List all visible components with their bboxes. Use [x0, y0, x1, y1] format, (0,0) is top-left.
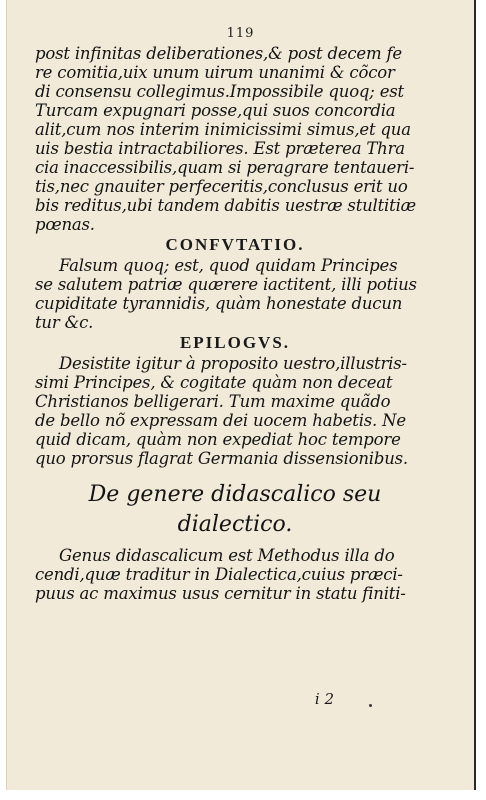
- text-line: Turcam expugnari posse,qui suos concordia: [35, 101, 396, 120]
- text-line: puus ac maximus usus cernitur in statu finiti-: [35, 584, 406, 603]
- text-line: tur &c.: [35, 313, 94, 332]
- text-line: se salutem patriæ quærere iactitent, illi potius: [35, 275, 417, 294]
- heading-epilogus: EPILOGVS.: [179, 333, 291, 352]
- text-line: cendi,quæ traditur in Dialectica,cuius præci-: [35, 565, 403, 584]
- text-line: Genus didascalicum est Methodus illa do: [59, 546, 395, 565]
- text-line: Desistite igitur à proposito uestro,illustris-: [59, 354, 407, 373]
- text-line: post infinitas deliberationes,& post decem fe: [35, 44, 402, 63]
- text-line: pœnas.: [35, 215, 95, 234]
- text-line: quid dicam, quàm non expediat hoc tempore: [35, 430, 401, 449]
- text-line: cia inaccessibilis,quam si peragrare tentaueri-: [35, 158, 415, 177]
- ink-speck: [369, 704, 372, 707]
- text-line: re comitia,uix unum uirum unanimi & cõcor: [35, 63, 395, 82]
- text-line: Christianos belligerari. Tum maxime quãdo: [35, 392, 391, 411]
- page-number: 119: [226, 26, 255, 41]
- heading-confutatio: CONFVTATIO.: [165, 235, 305, 254]
- heading-dialectico: dialectico.: [177, 512, 293, 537]
- text-line: simi Principes, & cogitate quàm non deceat: [35, 373, 393, 392]
- text-line: Falsum quoq; est, quod quidam Principes: [59, 256, 398, 275]
- page-body: [35, 44, 435, 603]
- book-page: [6, 0, 476, 790]
- text-line: quo prorsus flagrat Germania dissensionibus.: [35, 449, 408, 468]
- text-line: tis,nec gnauiter perfeceritis,conclusus erit uo: [35, 177, 408, 196]
- text-line: alit,cum nos interim inimicissimi simus,et qua: [35, 120, 411, 139]
- heading-didascalico: De genere didascalico seu: [88, 482, 382, 507]
- text-line: uis bestia intractabiliores. Est præterea Thra: [35, 139, 405, 158]
- text-line: de bello nõ expressam dei uocem habetis. Ne: [35, 411, 406, 430]
- text-line: di consensu collegimus.Impossibile quoq; est: [35, 82, 404, 101]
- signature-mark: i 2: [314, 690, 334, 708]
- text-line: bis reditus,ubi tandem dabitis uestræ stultitiæ: [35, 196, 416, 215]
- text-line: cupiditate tyrannidis, quàm honestate ducun: [35, 294, 403, 313]
